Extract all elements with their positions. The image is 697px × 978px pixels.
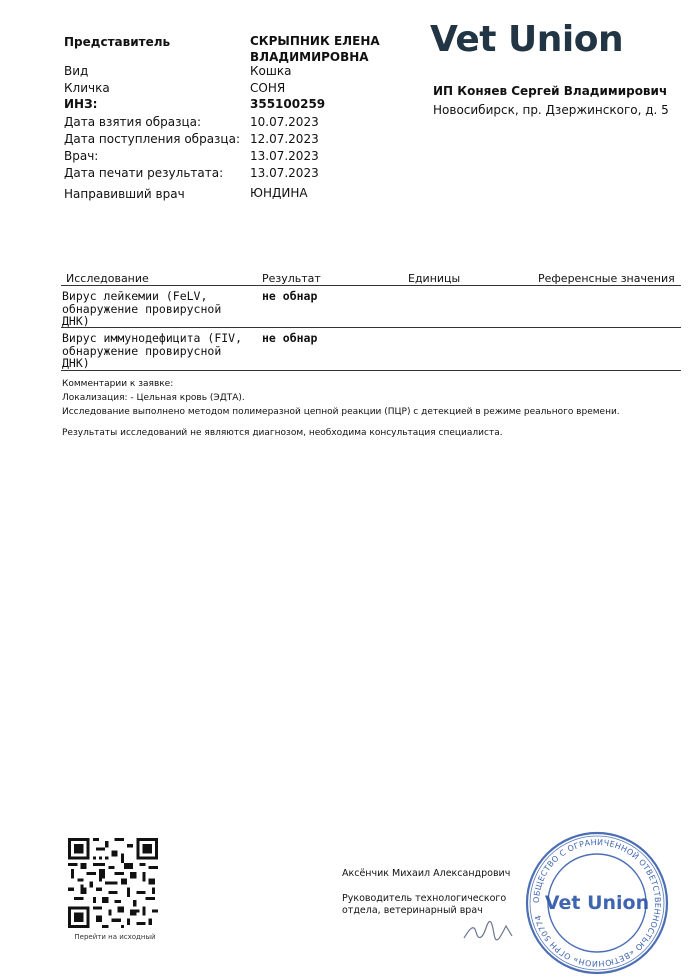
disclaimer: Результаты исследований не являются диагнозом, необходима консультация специалиста. [62,428,503,438]
stamp-logo-text: Vet Union [544,892,650,914]
column-header-result: Результат [262,272,321,285]
signer-role-line2: отдела, ветеринарный врач [342,905,483,916]
table-row-study [62,332,252,370]
representative-label: Представитель [64,35,171,49]
sample-received-label: Дата поступления образца: [64,132,240,146]
inz-label: ИНЗ: [64,97,98,111]
print-date-value: 13.07.2023 [250,166,319,180]
sample-received-value: 12.07.2023 [250,132,319,146]
table-header-divider [61,285,681,286]
company-stamp-icon [522,828,672,978]
representative-value-line1: СКРЫПНИК ЕЛЕНА [250,34,380,48]
column-header-units: Единицы [408,272,461,285]
row1-study-line3: ДНК) [62,314,90,328]
qr-caption: Перейти на исходный [74,933,156,941]
species-value: Кошка [250,64,292,78]
representative-value-line2: ВЛАДИМИРОВНА [250,50,369,64]
nickname-label: Кличка [64,81,110,95]
qr-code-icon [68,838,158,928]
row1-study-line1: Вирус лейкемии (FeLV, [62,289,208,303]
comments-localization: Локализация: - Цельная кровь (ЭДТА). [62,393,245,403]
signer-name: Аксёнчик Михаил Александрович [342,868,511,879]
signature-icon [460,920,520,941]
comments-title: Комментарии к заявке: [62,379,174,389]
vet-union-logo: Vet Union [430,19,624,60]
sample-taken-value: 10.07.2023 [250,115,319,129]
row2-study-line1: Вирус иммунодефицита (FIV, [62,331,243,345]
clinic-address: Новосибирск, пр. Дзержинского, д. 5 [433,103,669,117]
table-bottom-divider [61,370,681,371]
row1-study-line2: обнаружение провирусной [62,301,222,316]
referring-doctor-label: Направивший врач [64,187,185,201]
doctor-value: 13.07.2023 [250,149,319,163]
print-date-label: Дата печати результата: [64,166,224,180]
species-label: Вид [64,64,89,78]
stamp-ring-text: ОБЩЕСТВО С ОГРАНИЧЕННОЙ ОТВЕТСТВЕННОСТЬЮ «ВЕТЮНИОН» ОГРН 50774 [531,837,663,969]
signer-role [342,893,512,917]
row1-result: не обнар [262,289,318,303]
comments-method: Исследование выполнено методом полимеразной цепной реакции (ПЦР) с детекцией в режиме реального времени. [62,407,620,417]
row2-study-line3: ДНК) [62,356,90,370]
referring-doctor-value: ЮНДИНА [250,186,308,200]
signer-role-line1: Руководитель технологического [342,893,507,904]
column-header-reference: Референсные значения [538,272,675,285]
row2-result: не обнар [262,331,318,345]
doctor-label: Врач: [64,149,99,163]
clinic-name: ИП Коняев Сергей Владимирович [433,84,668,98]
table-row-study [62,290,252,328]
table-row-divider [61,327,681,328]
row2-study-line2: обнаружение провирусной [62,343,222,358]
sample-taken-label: Дата взятия образца: [64,115,202,129]
nickname-value: СОНЯ [250,81,286,95]
inz-value: 355100259 [250,97,326,111]
column-header-study: Исследование [66,272,149,285]
representative-value [250,33,380,65]
